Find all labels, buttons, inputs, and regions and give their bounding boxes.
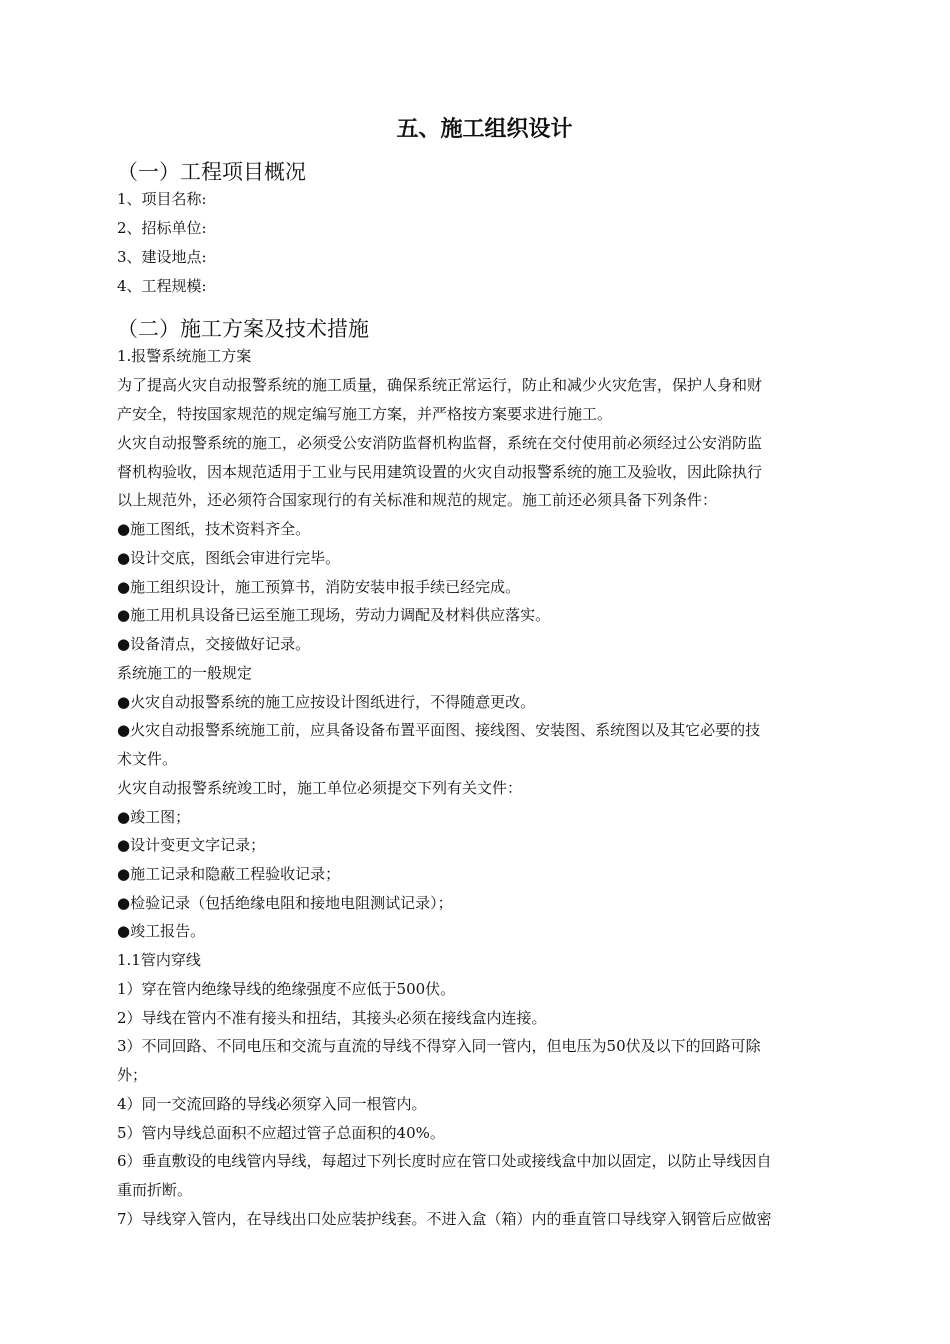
paragraph-line: 火灾自动报警系统竣工时，施工单位必须提交下列有关文件：	[117, 779, 523, 797]
bullet-item-continuation: 术文件。	[117, 750, 178, 768]
bullet-item: ●施工记录和隐蔽工程验收记录；	[117, 865, 341, 883]
numbered-item-continuation: 外；	[117, 1066, 148, 1084]
project-name-line: 1、项目名称:	[117, 190, 207, 208]
paragraph-line: 以上规范外，还必须符合国家现行的有关标准和规范的规定。施工前还必须具备下列条件：	[117, 491, 718, 509]
construction-site-line: 3、建设地点:	[117, 248, 207, 266]
bidding-unit-line: 2、招标单位:	[117, 219, 207, 237]
numbered-item: 7）导线穿入管内，在导线出口处应装护线套。不进入盒（箱）内的垂直管口导线穿入钢管后应做密	[117, 1210, 772, 1228]
paragraph-line: 为了提高火灾自动报警系统的施工质量，确保系统正常运行，防止和减少火灾危害，保护人身和财	[117, 376, 763, 394]
numbered-item: 1）穿在管内绝缘导线的绝缘强度不应低于500伏。	[117, 980, 456, 998]
section-heading-project-overview: （一）工程项目概况	[117, 160, 306, 184]
bullet-item: ●竣工报告。	[117, 922, 206, 940]
bullet-item: ●设备清点，交接做好记录。	[117, 635, 311, 653]
subheading-general-rules: 系统施工的一般规定	[117, 664, 253, 682]
project-scale-line: 4、工程规模:	[117, 277, 207, 295]
bullet-item: ●施工用机具设备已运至施工现场，劳动力调配及材料供应落实。	[117, 606, 551, 624]
bullet-item: ●火灾自动报警系统的施工应按设计图纸进行，不得随意更改。	[117, 693, 536, 711]
bullet-item: ●设计交底，图纸会审进行完毕。	[117, 549, 341, 567]
subheading-alarm-plan: 1.报警系统施工方案	[117, 347, 252, 365]
numbered-item: 3）不同回路、不同电压和交流与直流的导线不得穿入同一管内，但电压为50伏及以下的回路可除	[117, 1037, 761, 1055]
numbered-item: 2）导线在管内不准有接头和扭结，其接头必须在接线盒内连接。	[117, 1009, 547, 1027]
numbered-item: 4）同一交流回路的导线必须穿入同一根管内。	[117, 1095, 427, 1113]
bullet-item: ●施工图纸，技术资料齐全。	[117, 520, 311, 538]
paragraph-line: 产安全，特按国家规范的规定编写施工方案，并严格按方案要求进行施工。	[117, 405, 613, 423]
numbered-item-continuation: 重而折断。	[117, 1181, 193, 1199]
document-title: 五、施工组织设计	[396, 117, 573, 142]
bullet-item: ●火灾自动报警系统施工前，应具备设备布置平面图、接线图、安装图、系统图以及其它必要的技	[117, 721, 761, 739]
bullet-item: ●检验记录（包括绝缘电阻和接地电阻测试记录）；	[117, 894, 453, 912]
numbered-item: 6）垂直敷设的电线管内导线，每超过下列长度时应在管口处或接线盒中加以固定，以防止导线因自	[117, 1152, 772, 1170]
bullet-item: ●竣工图；	[117, 808, 191, 826]
section-heading-construction-plan: （二）施工方案及技术措施	[117, 317, 369, 341]
subheading-conduit-wiring: 1.1管内穿线	[117, 951, 201, 969]
paragraph-line: 火灾自动报警系统的施工，必须受公安消防监督机构监督，系统在交付使用前必须经过公安消防监	[117, 434, 763, 452]
bullet-item: ●设计变更文字记录；	[117, 836, 266, 854]
bullet-item: ●施工组织设计，施工预算书，消防安装申报手续已经完成。	[117, 578, 521, 596]
numbered-item: 5）管内导线总面积不应超过管子总面积的40%。	[117, 1124, 445, 1142]
paragraph-line: 督机构验收，因本规范适用于工业与民用建筑设置的火灾自动报警系统的施工及验收，因此除执行	[117, 463, 763, 481]
